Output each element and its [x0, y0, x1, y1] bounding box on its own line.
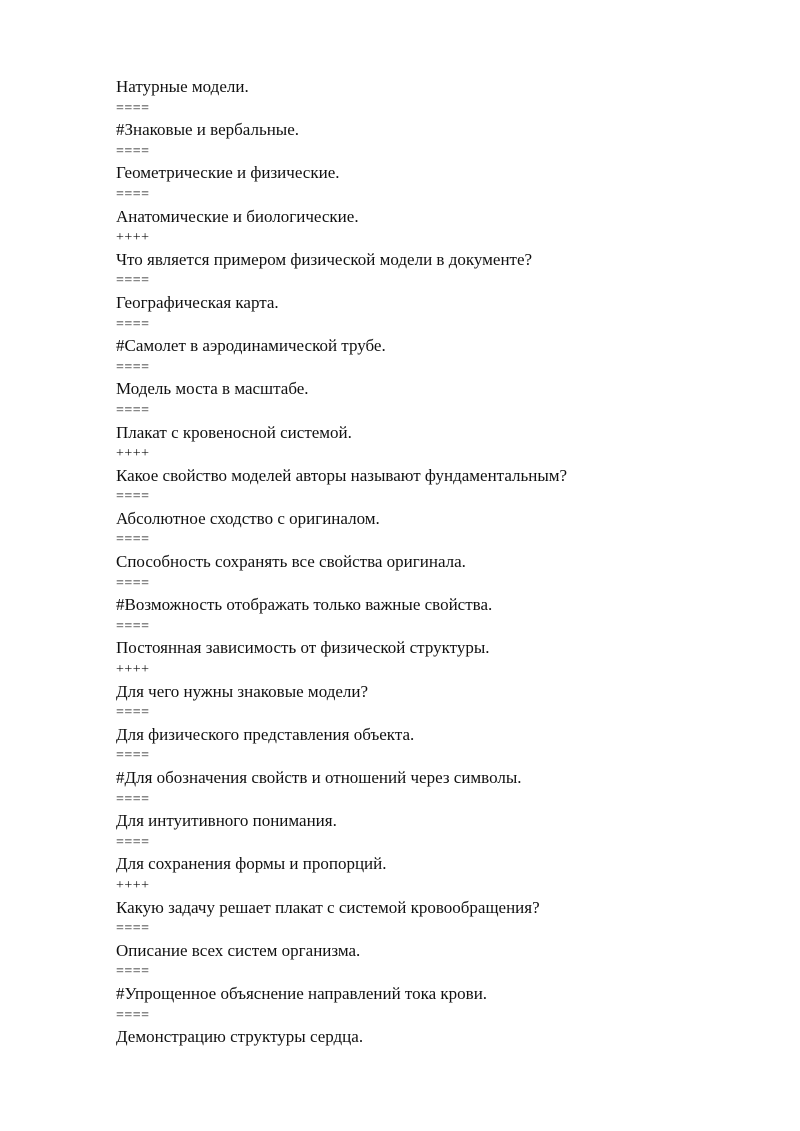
- separator-line: ====: [116, 921, 150, 937]
- text-line: Плакат с кровеносной системой.: [116, 422, 352, 442]
- text-line: Модель моста в масштабе.: [116, 379, 309, 399]
- text-line: Демонстрацию структуры сердца.: [116, 1027, 364, 1047]
- separator-line: ====: [116, 575, 150, 591]
- separator-line: ====: [116, 964, 150, 980]
- text-line: Геометрические и физические.: [116, 163, 340, 183]
- text-line: #Знаковые и вербальные.: [116, 120, 300, 140]
- separator-line: ====: [116, 834, 150, 850]
- text-line: #Упрощенное объяснение направлений тока крови.: [116, 983, 488, 1003]
- text-line: Для физического представления объекта.: [116, 724, 415, 744]
- separator-line: ====: [116, 100, 150, 116]
- question-line: Какую задачу решает плакат с системой кровообращения?: [116, 897, 540, 917]
- separator-line: ++++: [116, 230, 150, 246]
- separator-line: ====: [116, 143, 150, 159]
- separator-line: ====: [116, 489, 150, 505]
- text-line: Абсолютное сходство с оригиналом.: [116, 508, 380, 528]
- text-line: #Самолет в аэродинамической трубе.: [116, 336, 386, 356]
- text-line: Описание всех систем организма.: [116, 940, 361, 960]
- text-line: #Для обозначения свойств и отношений через символы.: [116, 768, 522, 787]
- separator-line: ====: [116, 618, 150, 634]
- text-line: Анатомические и биологические.: [116, 206, 359, 226]
- separator-line: ++++: [116, 662, 150, 678]
- question-line: Что является примером физической модели в документе?: [116, 249, 533, 269]
- text-line: Для интуитивного понимания.: [116, 811, 337, 831]
- separator-line: ====: [116, 748, 150, 764]
- text-line: #Возможность отображать только важные свойства.: [116, 595, 493, 615]
- document-text: [116, 76, 756, 1048]
- separator-line: ====: [116, 532, 150, 548]
- question-line: Для чего нужны знаковые модели?: [116, 681, 369, 701]
- separator-line: ====: [116, 186, 150, 202]
- separator-line: ++++: [116, 877, 150, 893]
- separator-line: ====: [116, 1007, 150, 1023]
- separator-line: ====: [116, 359, 150, 375]
- text-line: Географическая карта.: [116, 292, 279, 312]
- text-line: Постоянная зависимость от физической структуры.: [116, 638, 490, 658]
- separator-line: ++++: [116, 446, 150, 462]
- separator-line: ====: [116, 316, 150, 332]
- separator-line: ====: [116, 791, 150, 807]
- separator-line: ====: [116, 273, 150, 289]
- question-line: Какое свойство моделей авторы называют фундаментальным?: [116, 465, 568, 485]
- separator-line: ====: [116, 402, 150, 418]
- text-line: Для сохранения формы и пропорций.: [116, 854, 387, 874]
- text-line: Способность сохранять все свойства оригинала.: [116, 552, 466, 572]
- separator-line: ====: [116, 705, 150, 721]
- text-line: Натурные модели.: [116, 77, 249, 96]
